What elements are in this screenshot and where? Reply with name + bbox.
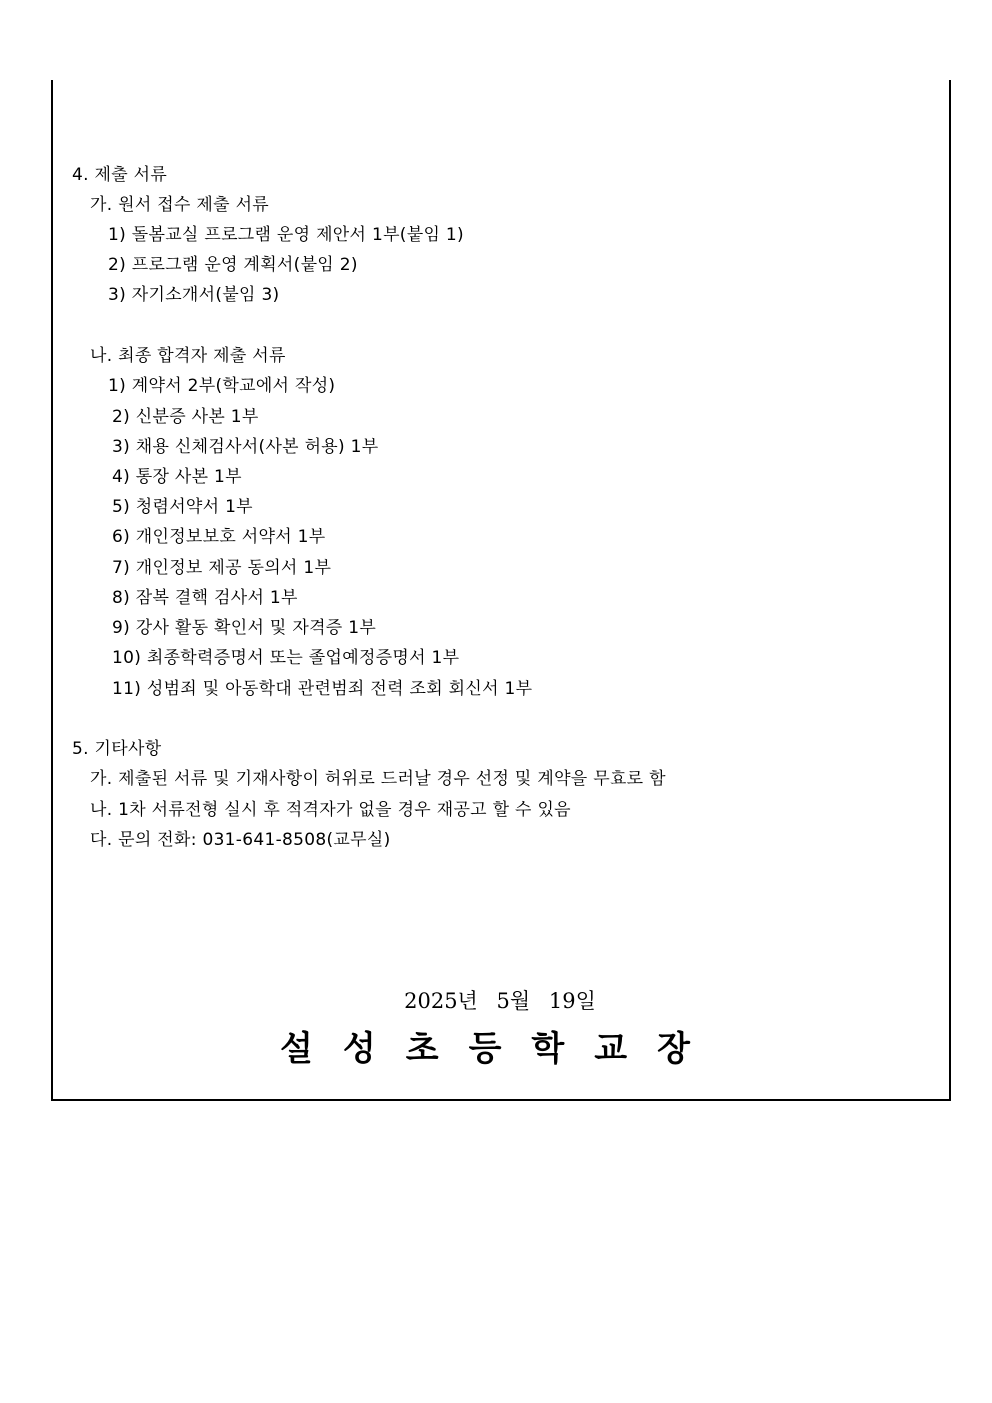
section-4-title: 4. 제출 서류 bbox=[72, 165, 168, 185]
list-item: 1) 돌봄교실 프로그램 운영 제안서 1부(붙임 1) bbox=[108, 225, 464, 245]
list-item: 2) 프로그램 운영 계획서(붙임 2) bbox=[108, 255, 358, 275]
section-4-ga-title: 가. 원서 접수 제출 서류 bbox=[90, 195, 270, 215]
section-4-na-title: 나. 최종 합격자 제출 서류 bbox=[90, 346, 286, 366]
list-item: 11) 성범죄 및 아동학대 관련범죄 전력 조회 회신서 1부 bbox=[112, 679, 533, 699]
list-item: 다. 문의 전화: 031-641-8508(교무실) bbox=[90, 830, 391, 850]
list-item: 2) 신분증 사본 1부 bbox=[112, 407, 259, 427]
date-year: 2025년 bbox=[404, 989, 478, 1013]
list-item: 3) 자기소개서(붙임 3) bbox=[108, 285, 280, 305]
list-item: 8) 잠복 결핵 검사서 1부 bbox=[112, 588, 298, 608]
list-item: 10) 최종학력증명서 또는 졸업예정증명서 1부 bbox=[112, 648, 460, 668]
list-item: 4) 통장 사본 1부 bbox=[112, 467, 242, 487]
date-day: 19일 bbox=[548, 989, 596, 1013]
list-item: 나. 1차 서류전형 실시 후 적격자가 없을 경우 재공고 할 수 있음 bbox=[90, 800, 571, 820]
list-item: 7) 개인정보 제공 동의서 1부 bbox=[112, 558, 332, 578]
list-item: 1) 계약서 2부(학교에서 작성) bbox=[108, 376, 336, 396]
list-item: 9) 강사 활동 확인서 및 자격증 1부 bbox=[112, 618, 377, 638]
date-month: 5월 bbox=[496, 989, 531, 1013]
section-5-title: 5. 기타사항 bbox=[72, 739, 162, 759]
document-date bbox=[0, 985, 992, 1015]
principal-signature: 설성초등학교장 bbox=[280, 1029, 720, 1069]
list-item: 3) 채용 신체검사서(사본 허용) 1부 bbox=[112, 437, 379, 457]
list-item: 5) 청렴서약서 1부 bbox=[112, 497, 253, 517]
list-item: 가. 제출된 서류 및 기재사항이 허위로 드러날 경우 선정 및 계약을 무효로 함 bbox=[90, 769, 666, 789]
list-item: 6) 개인정보보호 서약서 1부 bbox=[112, 527, 326, 547]
